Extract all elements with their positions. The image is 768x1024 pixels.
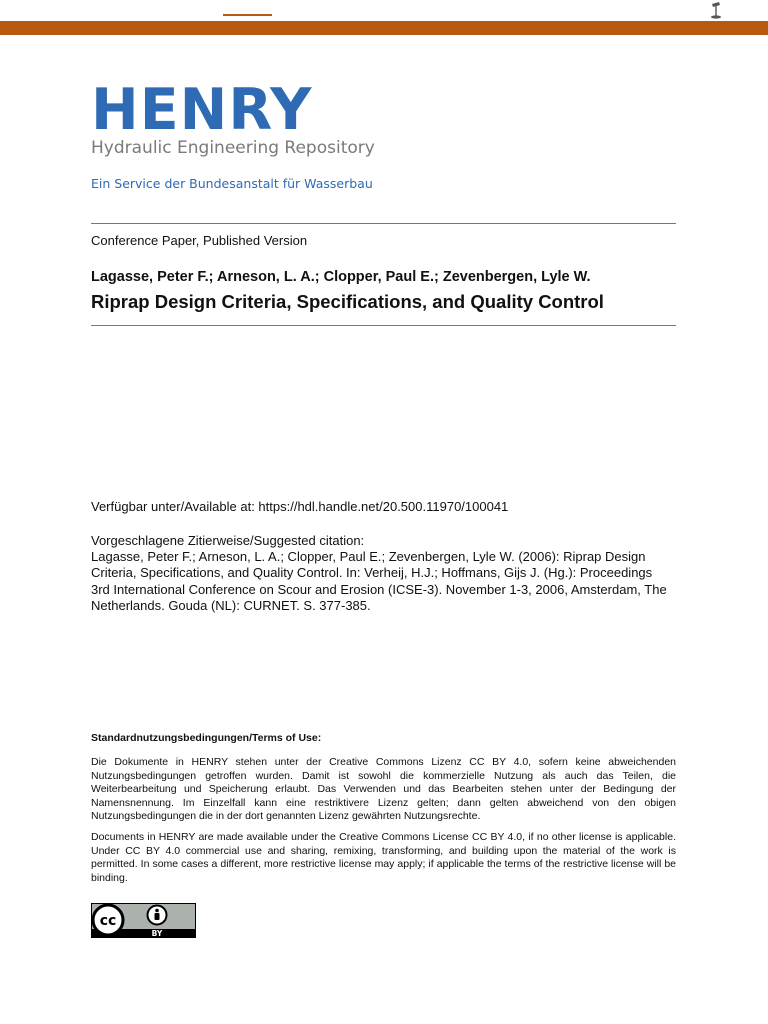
cc-badge-text: cc bbox=[99, 913, 117, 929]
divider-top bbox=[91, 223, 676, 224]
top-toolbar bbox=[0, 0, 768, 21]
terms-english: Documents in HENRY are made available under the Creative Commons License CC BY 4.0, if no other license is applicable. Under CC BY 4.0 commercial use and sharing, remixing, transforming, and building upon the material of the work is permitted. In some cases a different, more restrictive license may apply; if applicable the terms of the restrictive license will be binding. bbox=[91, 831, 676, 884]
by-badge-text: BY bbox=[151, 929, 163, 938]
availability-link[interactable]: Verfügbar unter/Available at: https://hdl.handle.net/20.500.11970/100041 bbox=[91, 499, 509, 514]
service-line: Ein Service der Bundesanstalt für Wasserbau bbox=[91, 176, 373, 191]
document-type: Conference Paper, Published Version bbox=[91, 233, 308, 248]
document-title: Riprap Design Criteria, Specifications, and Quality Control bbox=[91, 291, 604, 312]
cc-by-icon[interactable] bbox=[91, 903, 196, 938]
citation-text: Lagasse, Peter F.; Arneson, L. A.; Clopper, Paul E.; Zevenbergen, Lyle W. (2006): Riprap Design Criteria, Specifications, and Quality Control. In: Verheij, H.J.; Hoffmans, Gijs J. (Hg.): Proceedings 3rd International Conference on Scour and Erosion (ICSE-3). November 1-3, 2006, Amsterdam, The Netherlands. Gouda (NL): CURNET. S. 377-385. bbox=[91, 549, 667, 613]
divider-bottom bbox=[91, 325, 676, 326]
terms-german: Die Dokumente in HENRY stehen unter der Creative Commons Lizenz CC BY 4.0, sofern keine abweichenden Nutzungsbedingungen getroffen wurden. Damit ist sowohl die kommerzielle Nutzung als auch das Teilen, die Weiterbearbeitung und Speicherung erlaubt. Das Verwenden und das Bearbeiten stehen unter der Bedingung der Namensnennung. Im Einzelfall kann eine restriktivere Lizenz gelten; dann gelten abweichend von den obigen Nutzungsbedingungen die in der dort genannten Lizenz gewährten Nutzungsrechte. bbox=[91, 756, 676, 822]
logo-wordmark: HENRY bbox=[91, 77, 313, 143]
terms-heading: Standardnutzungsbedingungen/Terms of Use: bbox=[91, 732, 322, 744]
citation-heading: Vorgeschlagene Zitierweise/Suggested citation: bbox=[91, 533, 365, 548]
logo-subtitle: Hydraulic Engineering Repository bbox=[91, 138, 375, 158]
citation-block bbox=[91, 533, 671, 614]
document-authors: Lagasse, Peter F.; Arneson, L. A.; Clopper, Paul E.; Zevenbergen, Lyle W. bbox=[91, 269, 591, 285]
lamp-icon[interactable] bbox=[708, 1, 724, 19]
active-tab-indicator bbox=[223, 14, 272, 16]
header-band bbox=[0, 21, 768, 35]
